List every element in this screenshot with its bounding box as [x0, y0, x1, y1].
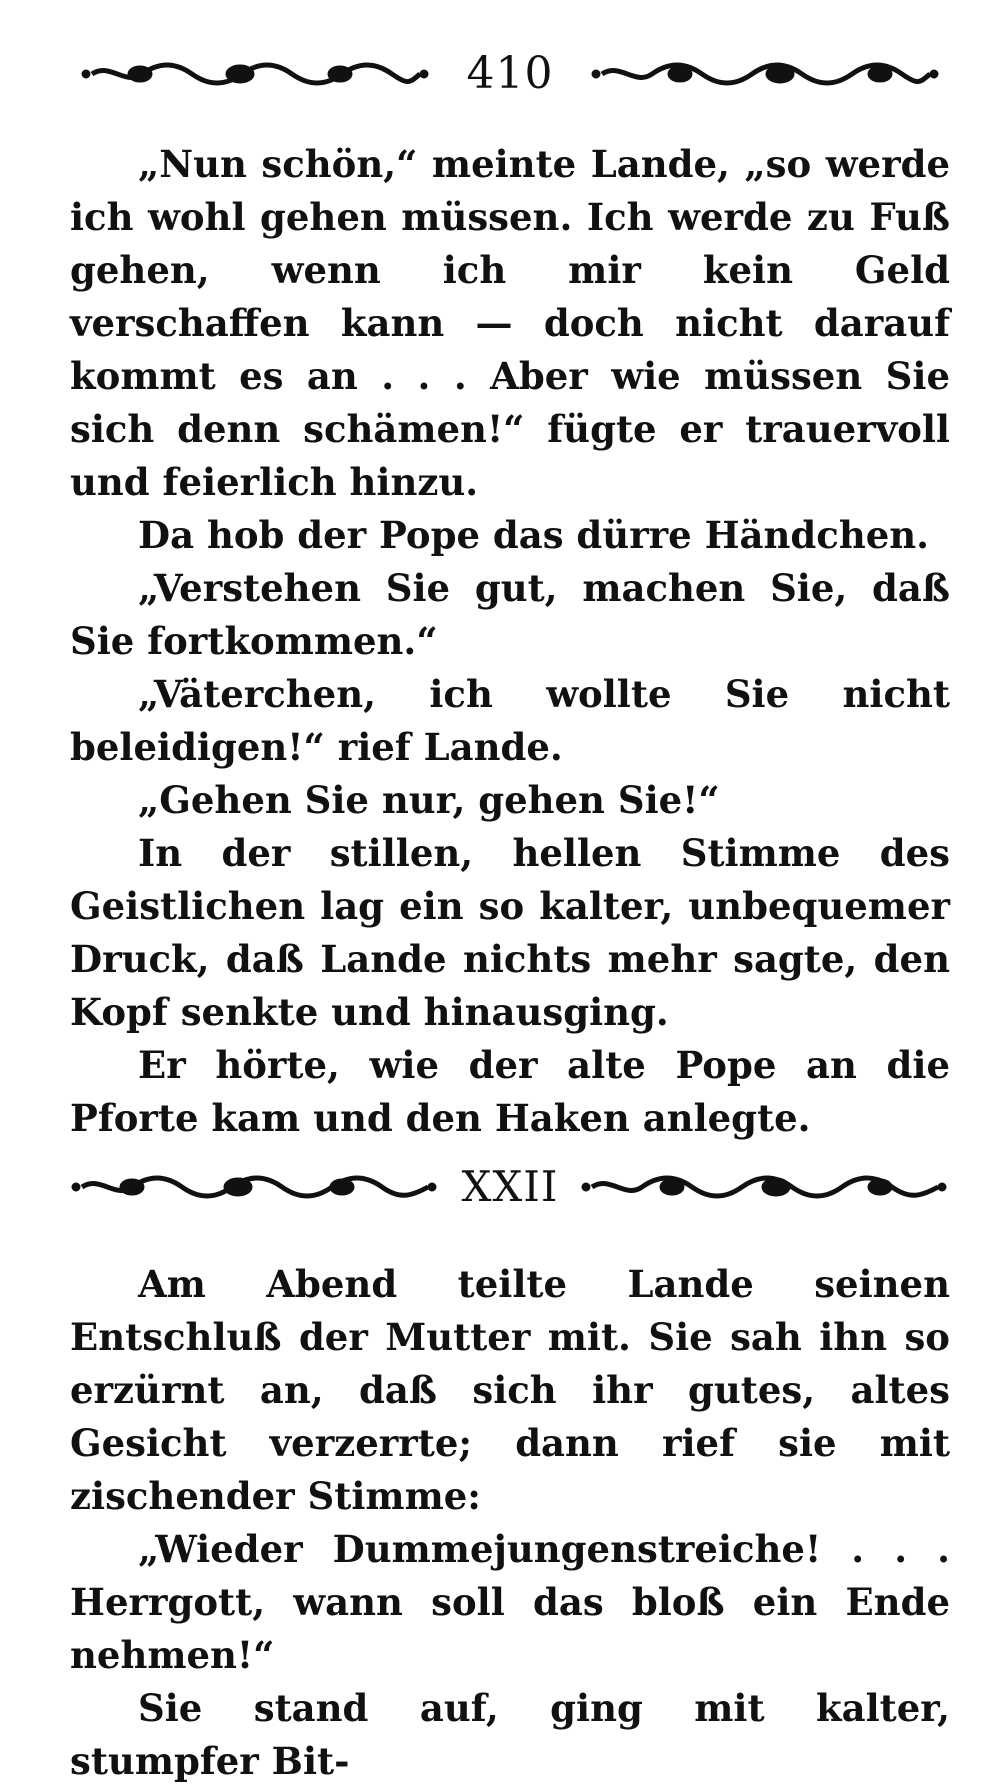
chapter-heading — [70, 1160, 950, 1214]
ornament-left-icon — [80, 60, 430, 88]
page-number: 410 — [466, 48, 554, 99]
chapter-ornament-right-icon — [580, 1173, 950, 1201]
ornament-right-icon — [590, 60, 940, 88]
paragraph: Am Abend teilte Lande seinen Entschluß der Mutter mit. Sie sah ihn so erzürnt an, daß sich ihr gutes, altes Gesicht verzerrte; dann rief sie mit zischender Stimme: — [70, 1262, 950, 1518]
chapter-ornament-left-icon — [70, 1173, 440, 1201]
paragraph: „Verstehen Sie gut, machen Sie, daß Sie fortkommen.“ — [70, 566, 950, 663]
paragraph: „Wieder Dummejungenstreiche! . . . Herrgott, wann soll das bloß ein Ende nehmen!“ — [70, 1527, 950, 1677]
paragraph: Da hob der Pope das dürre Händchen. — [138, 513, 930, 557]
page-header — [80, 44, 940, 104]
paragraph: Sie stand auf, ging mit kalter, stumpfer Bit- — [70, 1686, 950, 1783]
paragraph: „Gehen Sie nur, gehen Sie!“ — [138, 778, 720, 822]
paragraph: Er hörte, wie der alte Pope an die Pforte kam und den Haken anlegte. — [70, 1043, 950, 1140]
paragraph: In der stillen, hellen Stimme des Geistlichen lag ein so kalter, unbequemer Druck, daß Lande nichts mehr sagte, den Kopf senkte und hinausging. — [70, 831, 950, 1034]
chapter-title: XXII — [461, 1162, 559, 1211]
paragraph: „Väterchen, ich wollte Sie nicht beleidigen!“ rief Lande. — [70, 672, 950, 769]
text-section-2 — [70, 1258, 950, 1788]
text-section-1 — [70, 138, 950, 1145]
paragraph: „Nun schön,“ meinte Lande, „so werde ich wohl gehen müssen. Ich werde zu Fuß gehen, wenn ich mir kein Geld verschaffen kann — doch nicht darauf kommt es an . . . Aber wie müssen Sie sich denn schämen!“ fügte er trauervoll und feierlich hinzu. — [70, 142, 950, 504]
